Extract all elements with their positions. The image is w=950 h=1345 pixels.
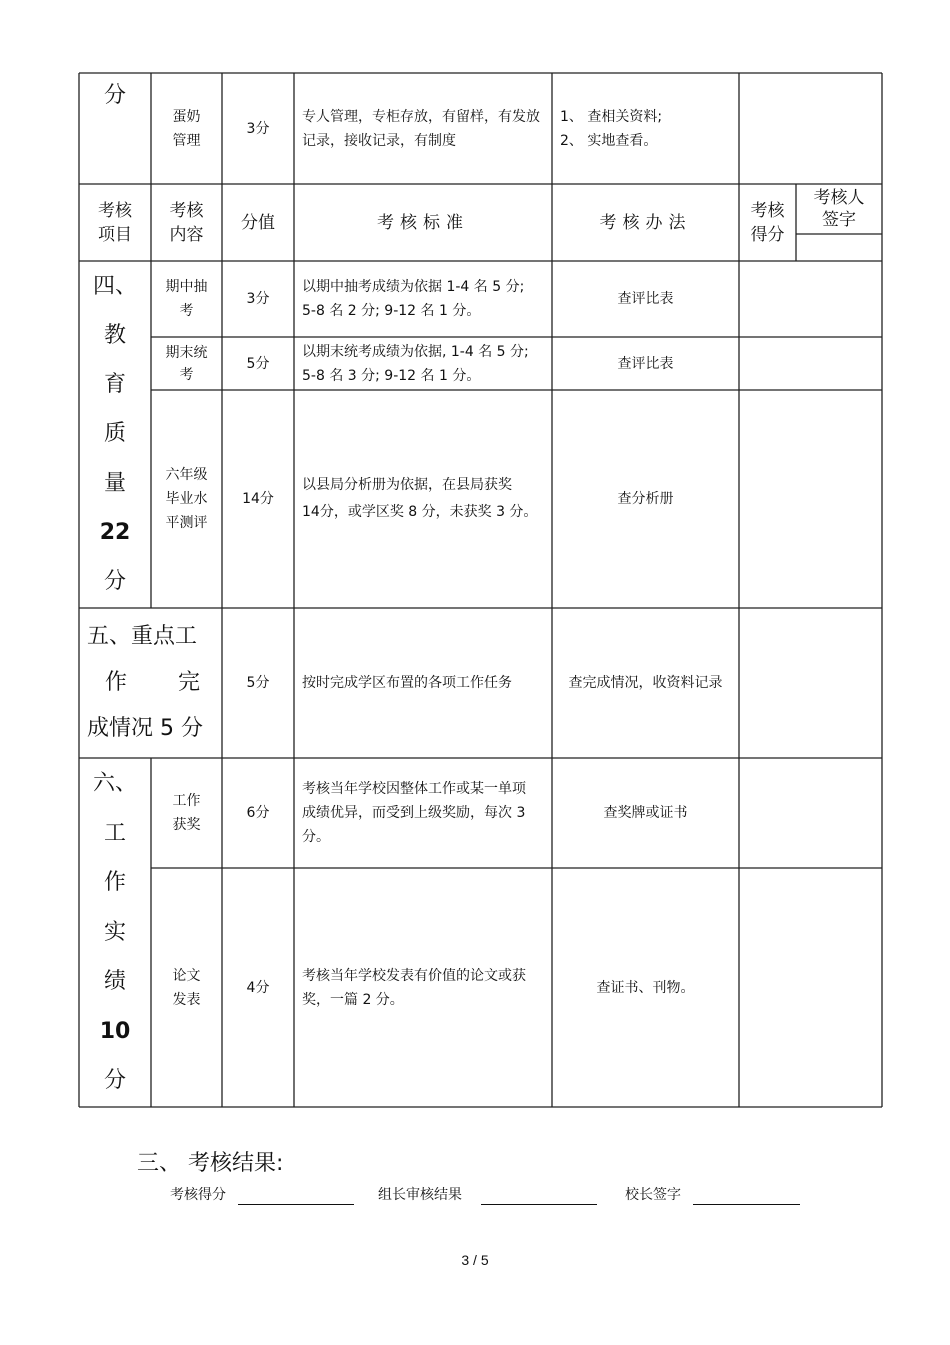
section4-title-points: 22 [99,519,131,545]
final-standard-2: 5-8 名 3 分; 9-12 名 1 分。 [302,367,481,384]
award-method: 查奖牌或证书 [603,805,688,821]
final-standard-1: 以期末统考成绩为依据, 1-4 名 5 分; [302,343,529,360]
section6-title-char: 实 [103,919,126,945]
midterm-standard [294,261,552,337]
award-content: 工作 获奖 [172,793,201,833]
section5-title-2a: 作 [105,670,128,695]
top-method-1: 1、 查相关资料; [560,108,663,125]
header-item: 考核 项目 [98,200,132,245]
section6-title [79,762,151,1103]
final-standard [294,337,552,390]
top-method [552,73,739,184]
midterm-content: 期中抽 考 [165,279,208,319]
section5-title-2 [87,669,214,697]
top-score: 3分 [246,120,270,137]
section5-score: 5分 [246,675,270,691]
header-method: 考核办法 [599,212,692,233]
header-got: 考核 得分 [750,200,785,245]
award-score: 6分 [246,805,270,821]
grade6-standard-1: 以县局分析册为依据，在县局获奖 [302,477,512,493]
header-standard: 考核标准 [377,212,469,233]
grade6-method: 查分析册 [617,491,674,507]
grade6-score: 14分 [242,491,274,507]
score-label: 考核得分 [170,1187,226,1203]
header-signer: 考核人 签字 [813,188,865,230]
final-method: 查评比表 [617,355,674,372]
section6-title-points: 10 [99,1018,131,1044]
section5-title-2b: 完 [177,670,200,695]
final-content: 期末统 考 [165,344,208,383]
section6-title-char: 分 [103,1068,126,1093]
award-standard: 考核当年学校因整体工作或某一单项成绩优异，而受到上级奖励，每次 3 分。 [302,781,526,845]
section4-title-char: 分 [103,568,126,594]
paper-score: 4分 [246,979,270,996]
paper-method: 查证书、刊物。 [596,979,695,996]
midterm-method: 查评比表 [617,291,674,307]
section5-standard: 按时完成学区布置的各项工作任务 [302,675,512,691]
section4-title [79,265,151,604]
top-standard: 专人管理，专柜存放，有留样，有发放记录，接收记录，有制度 [302,108,540,149]
grade6-standard-2: 14分，或学区奖 8 分，未获奖 3 分。 [302,504,538,520]
section6-title-char: 工 [103,820,126,846]
top-item-tail: 分 [103,83,126,108]
section6-title-char: 作 [103,870,126,895]
result-title: 三、 考核结果: [137,1151,284,1176]
midterm-score: 3分 [246,291,270,307]
section6-title-char: 六、 [92,771,137,796]
top-method-2: 2、 实地查看。 [560,132,658,149]
section4-title-char: 四、 [92,274,137,299]
section5-title-1: 五、重点工 [87,624,198,649]
paper-standard: 考核当年学校发表有价值的论文或获奖，一篇 2 分。 [302,967,526,1008]
section4-title-char: 质 [103,421,126,447]
principal-label: 校长签字 [625,1187,681,1203]
review-label: 组长审核结果 [378,1187,462,1203]
final-score: 5分 [246,355,270,372]
grade6-content: 六年级 毕业水 平测评 [165,467,208,531]
section5-title-3: 成情况 5 分 [87,716,203,741]
grade6-standard [294,390,552,608]
paper-content: 论文 发表 [172,967,201,1008]
section4-title-char: 量 [103,470,126,496]
page-number: 3 / 5 [461,1252,489,1268]
section4-title-char: 育 [103,372,126,398]
section5-method: 查完成情况，收资料记录 [568,675,723,691]
midterm-standard-2: 5-8 名 2 分; 9-12 名 1 分。 [302,303,481,319]
score-line[interactable] [238,1204,354,1205]
section4-title-char: 教 [103,323,126,349]
principal-line[interactable] [693,1204,800,1205]
top-content: 蛋奶 管理 [172,108,201,149]
header-content: 考核 内容 [169,200,204,245]
midterm-standard-1: 以期中抽考成绩为依据 1-4 名 5 分; [302,279,525,295]
header-score: 分值 [241,212,275,233]
review-line[interactable] [481,1204,597,1205]
section6-title-char: 绩 [103,969,126,994]
section5-title [79,608,222,758]
